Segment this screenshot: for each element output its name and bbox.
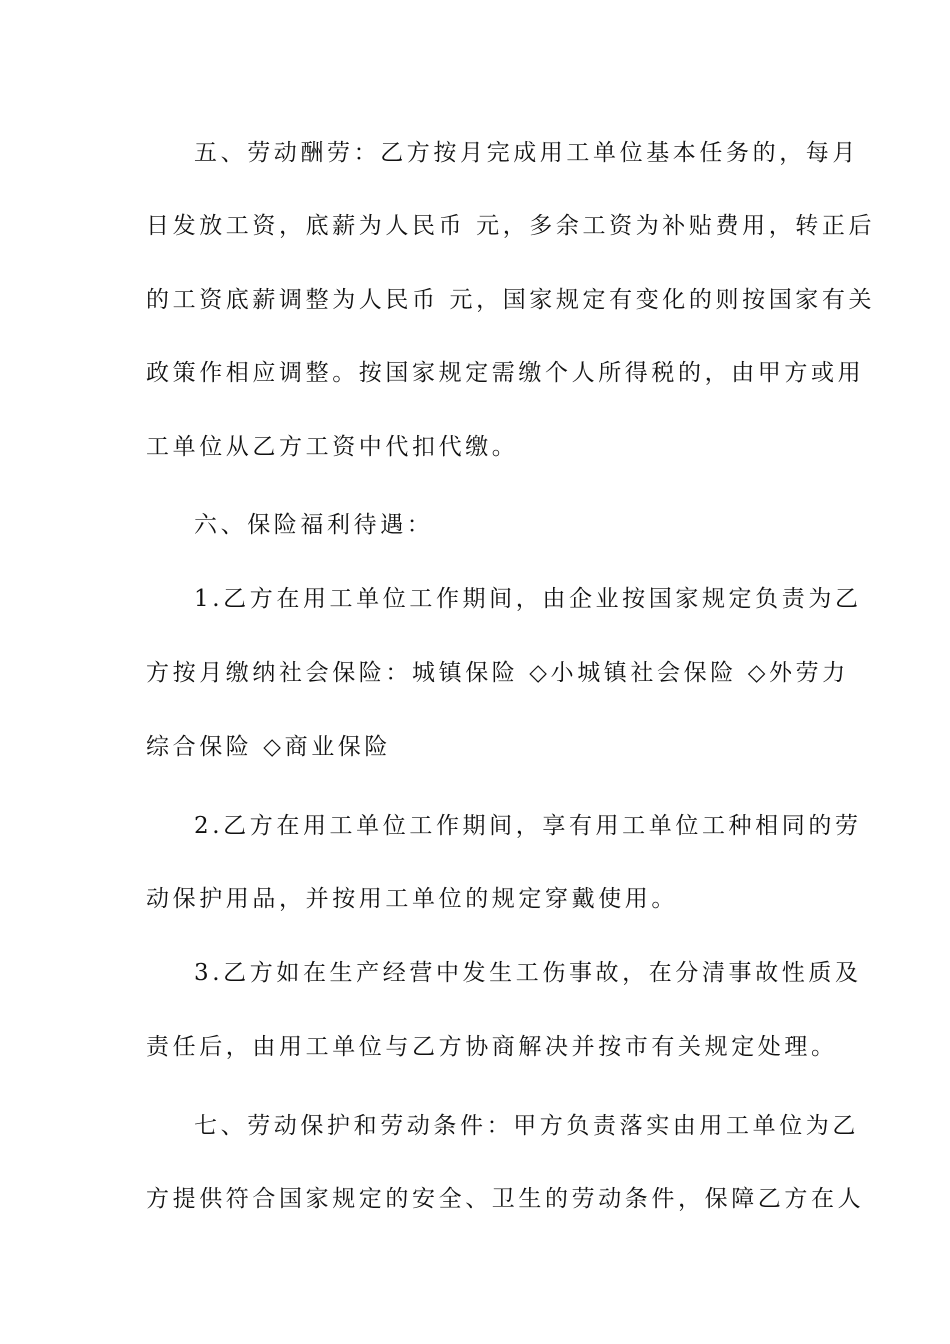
text-line: 工单位从乙方工资中代扣代缴。 [146, 434, 519, 460]
text-line: 日发放工资，底薪为人民币 元，多余工资为补贴费用，转正后 [146, 213, 876, 239]
text-line: 的工资底薪调整为人民币 元，国家规定有变化的则按国家有关 [146, 287, 876, 313]
text-line: 综合保险 ◇商业保险 [146, 734, 391, 760]
text-line: 1.乙方在用工单位工作期间，由企业按国家规定负责为乙 [194, 586, 862, 612]
text-line: 责任后，由用工单位与乙方协商解决并按市有关规定处理。 [146, 1034, 838, 1060]
text-line: 五、劳动酬劳：乙方按月完成用工单位基本任务的，每月 [194, 140, 859, 166]
section-heading: 六、保险福利待遇： [194, 512, 434, 538]
text-line: 七、劳动保护和劳动条件：甲方负责落实由用工单位为乙 [194, 1113, 859, 1139]
text-line: 2.乙方在用工单位工作期间，享有用工单位工种相同的劳 [194, 813, 862, 839]
text-line: 3.乙方如在生产经营中发生工伤事故，在分清事故性质及 [194, 960, 862, 986]
text-line: 方按月缴纳社会保险：城镇保险 ◇小城镇社会保险 ◇外劳力 [146, 660, 849, 686]
text-line: 政策作相应调整。按国家规定需缴个人所得税的，由甲方或用 [146, 360, 865, 386]
text-line: 方提供符合国家规定的安全、卫生的劳动条件，保障乙方在人 [146, 1186, 865, 1212]
text-line: 动保护用品，并按用工单位的规定穿戴使用。 [146, 886, 678, 912]
